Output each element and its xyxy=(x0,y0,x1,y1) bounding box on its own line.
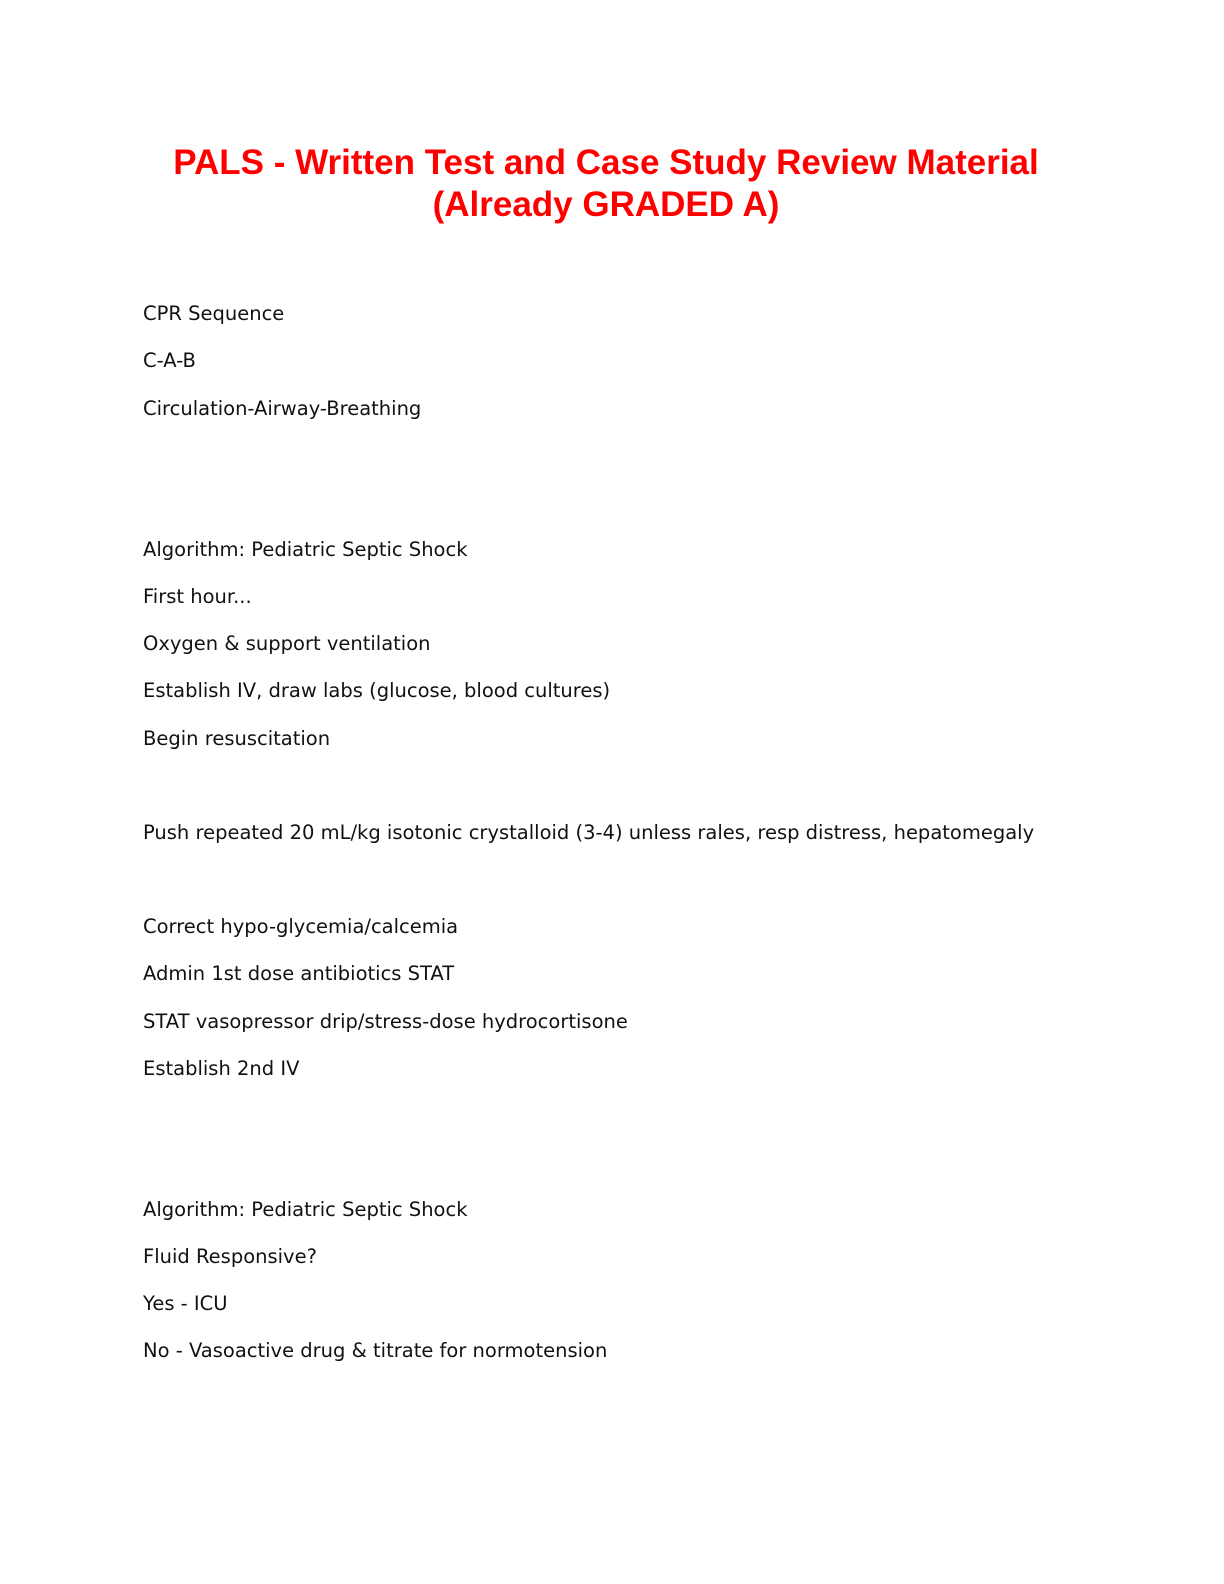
title-line-1: PALS - Written Test and Case Study Review Material xyxy=(173,143,1039,182)
text-line: Establish 2nd IV xyxy=(143,1057,300,1080)
text-line: STAT vasopressor drip/stress-dose hydrocortisone xyxy=(143,1010,628,1033)
text-line: C-A-B xyxy=(143,349,196,372)
text-line: Oxygen & support ventilation xyxy=(143,632,431,655)
text-line: Yes - ICU xyxy=(143,1292,228,1315)
text-line: No - Vasoactive drug & titrate for normotension xyxy=(143,1339,608,1362)
text-line: Push repeated 20 mL/kg isotonic crystalloid (3-4) unless rales, resp distress, hepatomegaly xyxy=(143,821,1035,844)
text-line: Circulation-Airway-Breathing xyxy=(143,397,422,420)
text-line: Begin resuscitation xyxy=(143,727,331,750)
document-title xyxy=(0,142,1212,226)
text-line: First hour... xyxy=(143,585,252,608)
text-line: Establish IV, draw labs (glucose, blood cultures) xyxy=(143,679,611,702)
text-line: Fluid Responsive? xyxy=(143,1245,317,1268)
text-line: Admin 1st dose antibiotics STAT xyxy=(143,962,455,985)
text-line: Correct hypo-glycemia/calcemia xyxy=(143,915,459,938)
text-line: CPR Sequence xyxy=(143,302,285,325)
title-line-2: (Already GRADED A) xyxy=(432,185,780,224)
section-heading: Algorithm: Pediatric Septic Shock xyxy=(143,1198,468,1221)
section-heading: Algorithm: Pediatric Septic Shock xyxy=(143,538,468,561)
